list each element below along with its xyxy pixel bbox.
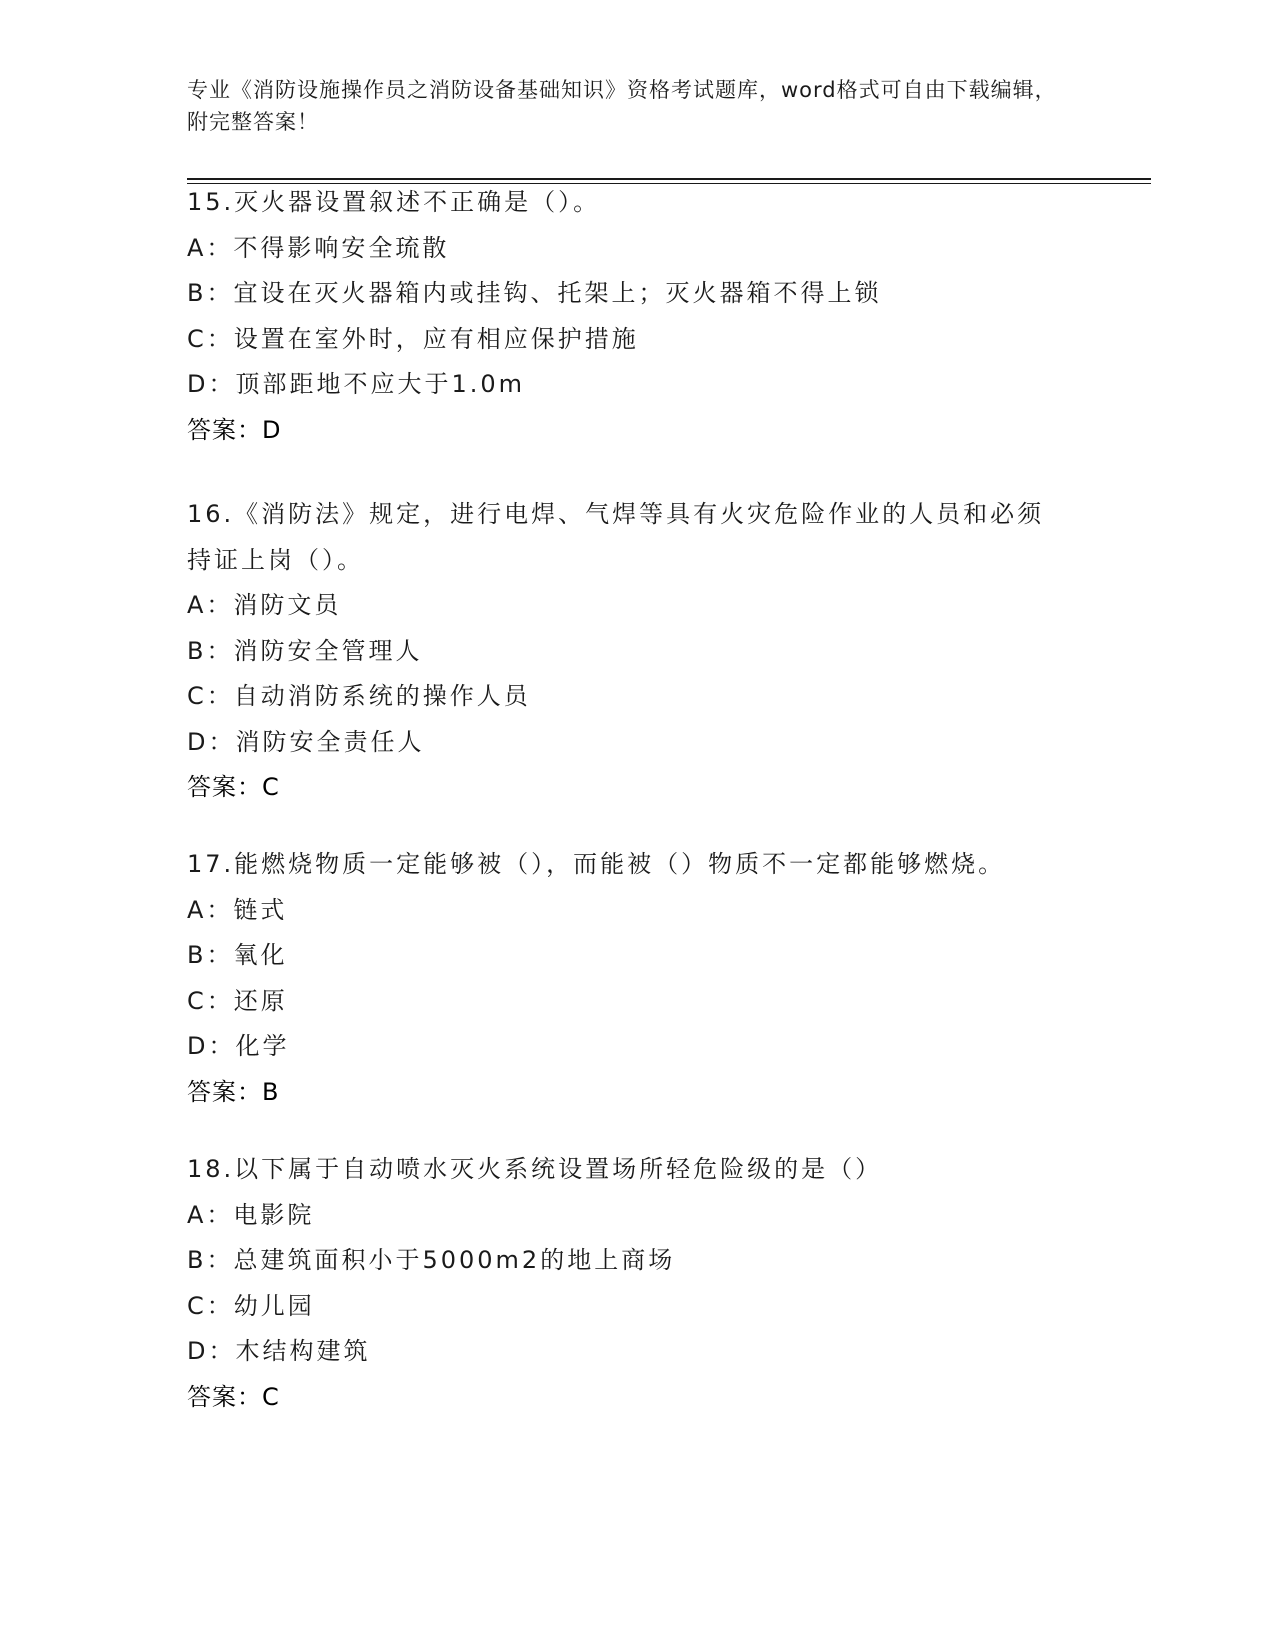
option-d: D：木结构建筑 bbox=[187, 1337, 371, 1365]
question-18 bbox=[187, 1147, 1087, 1420]
question-17 bbox=[187, 842, 1087, 1115]
option-d: D：顶部距地不应大于1.0m bbox=[187, 370, 526, 398]
option-b: B：总建筑面积小于5000m2的地上商场 bbox=[187, 1246, 676, 1274]
option-c: C：幼儿园 bbox=[187, 1291, 315, 1320]
option-a: A：消防文员 bbox=[187, 591, 342, 619]
option-c: C：自动消防系统的操作人员 bbox=[187, 682, 531, 710]
option-d: D：化学 bbox=[187, 1032, 290, 1060]
option-c: C：设置在室外时，应有相应保护措施 bbox=[187, 324, 639, 353]
question-stem: 16.《消防法》规定，进行电焊、气焊等具有火灾危险作业的人员和必须持证上岗（）。 bbox=[187, 500, 1045, 574]
option-d: D：消防安全责任人 bbox=[187, 727, 425, 756]
answer-line: 答案：D bbox=[187, 415, 282, 444]
answer-line: 答案：B bbox=[187, 1077, 280, 1106]
question-15 bbox=[187, 180, 1087, 453]
question-stem: 15.灭火器设置叙述不正确是（）。 bbox=[187, 188, 601, 216]
question-16 bbox=[187, 492, 1087, 811]
question-stem: 18.以下属于自动喷水灭火系统设置场所轻危险级的是（） bbox=[187, 1155, 883, 1183]
option-b: B：氧化 bbox=[187, 941, 288, 969]
question-stem: 17.能燃烧物质一定能够被（），而能被（）物质不一定都能够燃烧。 bbox=[187, 850, 1006, 878]
answer-line: 答案：C bbox=[187, 773, 280, 801]
option-b: B：消防安全管理人 bbox=[187, 636, 423, 665]
option-a: A：不得影响安全琉散 bbox=[187, 233, 450, 262]
option-a: A：电影院 bbox=[187, 1200, 315, 1229]
option-b: B：宜设在灭火器箱内或挂钩、托架上；灭火器箱不得上锁 bbox=[187, 279, 882, 307]
answer-line: 答案：C bbox=[187, 1382, 280, 1411]
page-header: 专业《消防设施操作员之消防设备基础知识》资格考试题库，word格式可自由下载编辑，附完整答案！ bbox=[187, 78, 1057, 134]
option-a: A：链式 bbox=[187, 895, 288, 924]
option-c: C：还原 bbox=[187, 986, 288, 1015]
